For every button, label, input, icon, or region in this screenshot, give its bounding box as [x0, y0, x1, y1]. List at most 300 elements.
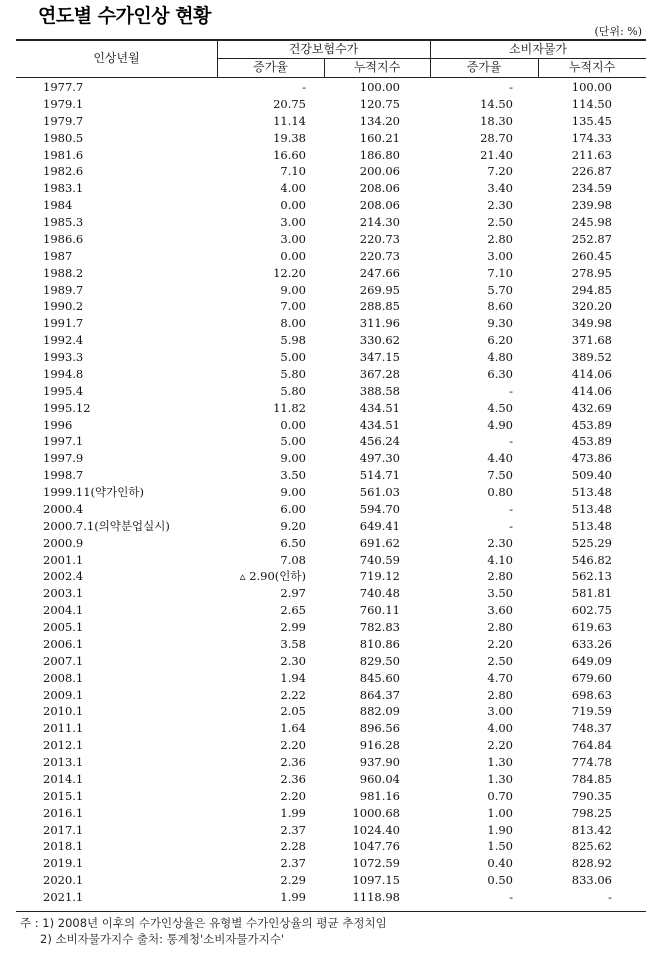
cell-period: 1982.6 — [43, 164, 84, 179]
cell-health-rate: 2.36 — [280, 771, 306, 786]
cell-health-rate: 0.00 — [280, 248, 306, 263]
cell-health-index: 186.80 — [359, 147, 400, 162]
cell-health-rate: 0.00 — [280, 198, 306, 213]
cell-period: 2017.1 — [43, 822, 84, 837]
cell-health-index: 208.06 — [359, 181, 400, 196]
cell-health-rate: 6.00 — [280, 501, 306, 516]
cell-health-index: 981.16 — [359, 788, 400, 803]
cell-health-index: 1024.40 — [352, 822, 400, 837]
table-row — [16, 838, 646, 855]
cell-period: 2004.1 — [43, 603, 84, 618]
cell-health-index: 100.00 — [359, 80, 400, 94]
cell-health-rate: 2.28 — [280, 839, 306, 854]
cell-period: 2018.1 — [43, 839, 84, 854]
cell-period: 1991.7 — [43, 316, 84, 331]
cell-health-rate: 1.99 — [280, 890, 306, 904]
cell-cpi-rate: 4.50 — [487, 400, 513, 415]
cell-cpi-index: 473.86 — [571, 451, 612, 466]
cell-health-rate: 2.05 — [280, 704, 306, 719]
cell-health-index: 829.50 — [359, 653, 400, 668]
cell-period: 1997.1 — [43, 434, 84, 449]
cell-health-rate: ▵ 2.90(인하) — [239, 569, 306, 584]
cell-cpi-rate: 4.00 — [487, 721, 513, 736]
cell-cpi-rate: 3.50 — [487, 586, 513, 601]
cell-health-rate: 2.36 — [280, 755, 306, 769]
cell-cpi-index: 226.87 — [571, 164, 612, 179]
cell-period: 2008.1 — [43, 670, 84, 685]
table-row — [16, 855, 646, 872]
cell-period: 1995.12 — [43, 400, 91, 415]
footnotes — [20, 915, 387, 947]
cell-health-index: 916.28 — [359, 738, 400, 753]
cell-health-index: 269.95 — [359, 282, 400, 297]
cell-cpi-index: 211.63 — [571, 147, 612, 162]
cell-cpi-index: 278.95 — [571, 265, 612, 280]
cell-cpi-index: 633.26 — [571, 636, 612, 651]
cell-health-index: 120.75 — [359, 96, 400, 111]
cell-health-index: 220.73 — [359, 248, 400, 263]
cell-cpi-rate: 2.50 — [487, 215, 513, 229]
cell-cpi-index: 813.42 — [571, 822, 612, 837]
cell-cpi-rate: 0.40 — [487, 856, 513, 871]
cell-cpi-rate: 18.30 — [480, 113, 513, 128]
cell-period: 1986.6 — [43, 231, 84, 246]
cell-cpi-rate: 1.30 — [487, 771, 513, 786]
cell-cpi-rate: 2.80 — [487, 620, 513, 634]
cell-cpi-rate: 2.20 — [487, 636, 513, 651]
cell-health-rate: 6.50 — [280, 535, 306, 550]
cell-period: 1994.8 — [43, 366, 84, 381]
table-row — [16, 872, 646, 889]
cell-health-rate: 3.00 — [280, 215, 306, 229]
cell-cpi-index: 174.33 — [571, 130, 612, 145]
cell-period: 2007.1 — [43, 653, 84, 668]
cell-health-rate: 3.00 — [280, 231, 306, 246]
header-consumer-price: 소비자물가 — [509, 42, 567, 56]
cell-period: 2006.1 — [43, 636, 84, 651]
table-row — [16, 484, 646, 501]
cell-cpi-rate: 6.20 — [487, 333, 513, 348]
table-row — [16, 602, 646, 619]
table-row — [16, 197, 646, 214]
cell-cpi-rate: 3.00 — [487, 248, 513, 263]
table-row — [16, 636, 646, 653]
cell-cpi-rate: 1.00 — [487, 805, 513, 820]
cell-cpi-index: 114.50 — [571, 96, 612, 111]
cell-health-index: 367.28 — [359, 366, 400, 381]
cell-cpi-index: 602.75 — [571, 603, 612, 618]
cell-cpi-rate: 0.70 — [487, 788, 513, 803]
table-row — [16, 822, 646, 839]
table-row — [16, 349, 646, 366]
cell-health-rate: 5.98 — [280, 333, 306, 348]
cell-health-index: 134.20 — [359, 113, 400, 128]
cell-period: 2003.1 — [43, 586, 84, 601]
cell-health-rate: 9.00 — [280, 485, 306, 499]
cell-cpi-index: 774.78 — [571, 755, 612, 769]
cell-period: 2000.9 — [43, 535, 84, 550]
table-row — [16, 585, 646, 602]
cell-period: 2002.4 — [43, 569, 84, 584]
table-row — [16, 400, 646, 417]
cell-cpi-index: 790.35 — [571, 788, 612, 803]
cell-health-rate: 1.99 — [280, 805, 306, 820]
footnote-2: 2) 소비자물가지수 출처: 통계청'소비자물가지수' — [40, 932, 285, 946]
cell-cpi-index: 414.06 — [571, 383, 612, 398]
table-row — [16, 687, 646, 704]
cell-health-rate: 19.38 — [273, 130, 306, 145]
cell-period: 1983.1 — [43, 181, 84, 196]
cell-cpi-index: 825.62 — [571, 839, 612, 854]
cell-period: 1999.11(약가인하) — [43, 485, 144, 499]
cell-period: 1977.7 — [43, 80, 84, 94]
cell-health-rate: 16.60 — [273, 147, 306, 162]
cell-health-index: 288.85 — [359, 299, 400, 314]
table-row — [16, 754, 646, 771]
cell-cpi-index: 546.82 — [571, 552, 612, 567]
cell-cpi-rate: 8.60 — [487, 299, 513, 314]
cell-period: 2005.1 — [43, 620, 84, 634]
table-row — [16, 417, 646, 434]
table-row — [16, 332, 646, 349]
cell-health-rate: 2.29 — [280, 873, 306, 888]
cell-health-index: 247.66 — [359, 265, 400, 280]
cell-period: 1993.3 — [43, 350, 84, 364]
cell-period: 2012.1 — [43, 738, 84, 753]
cell-health-index: 1072.59 — [352, 856, 400, 871]
cell-cpi-rate: - — [509, 501, 513, 516]
cell-health-index: 347.15 — [359, 350, 400, 364]
cell-cpi-rate: 7.50 — [487, 468, 513, 483]
table-row — [16, 79, 646, 96]
cell-cpi-rate: 4.80 — [487, 350, 513, 364]
page-title: 연도별 수가인상 현황 — [38, 5, 211, 27]
cell-health-rate: 2.22 — [280, 687, 306, 702]
table-row — [16, 703, 646, 720]
header-period: 인상년월 — [93, 51, 140, 65]
unit-label: (단위: %) — [594, 25, 642, 38]
cell-period: 2019.1 — [43, 856, 84, 871]
cell-cpi-rate: 0.50 — [487, 873, 513, 888]
cell-period: 2000.7.1(의약분업실시) — [43, 518, 170, 533]
cell-cpi-rate: - — [509, 80, 513, 94]
cell-health-index: 864.37 — [359, 687, 400, 702]
table-row — [16, 771, 646, 788]
table-row — [16, 265, 646, 282]
cell-health-index: 200.06 — [359, 164, 400, 179]
cell-health-rate: 2.97 — [280, 586, 306, 601]
table-row — [16, 501, 646, 518]
header-health-index: 누적지수 — [353, 60, 401, 74]
cell-health-index: 434.51 — [359, 417, 400, 432]
table-row — [16, 383, 646, 400]
cell-cpi-rate: 4.40 — [487, 451, 513, 466]
cell-period: 2010.1 — [43, 704, 84, 719]
table-row — [16, 433, 646, 450]
cell-cpi-index: 833.06 — [571, 873, 612, 888]
cell-health-rate: 7.00 — [280, 299, 306, 314]
cell-cpi-index: 798.25 — [571, 805, 612, 820]
cell-cpi-index: 414.06 — [571, 366, 612, 381]
cell-period: 1988.2 — [43, 265, 84, 280]
cell-cpi-rate: 2.80 — [487, 569, 513, 584]
cell-cpi-index: 252.87 — [571, 231, 612, 246]
cell-period: 1979.7 — [43, 113, 84, 128]
cell-cpi-index: 581.81 — [571, 586, 612, 601]
table-row — [16, 282, 646, 299]
cell-cpi-rate: 2.30 — [487, 198, 513, 213]
table-row — [16, 450, 646, 467]
cell-health-rate: 7.10 — [280, 164, 306, 179]
cell-cpi-rate: 2.20 — [487, 738, 513, 753]
cell-cpi-index: 389.52 — [571, 350, 612, 364]
cell-health-index: 1047.76 — [352, 839, 400, 854]
table-row — [16, 619, 646, 636]
cell-health-rate: 11.14 — [273, 113, 306, 128]
cell-period: 2021.1 — [43, 890, 84, 904]
cell-period: 1997.9 — [43, 451, 84, 466]
cell-period: 1995.4 — [43, 383, 84, 398]
table-row — [16, 653, 646, 670]
cell-health-index: 740.48 — [359, 586, 400, 601]
cell-health-index: 456.24 — [359, 434, 400, 449]
cell-health-rate: 5.00 — [280, 434, 306, 449]
table-row — [16, 552, 646, 569]
cell-health-index: 561.03 — [359, 485, 400, 499]
cell-period: 1998.7 — [43, 468, 84, 483]
table-row — [16, 248, 646, 265]
cell-health-index: 497.30 — [359, 451, 400, 466]
cell-cpi-rate: 3.00 — [487, 704, 513, 719]
cell-cpi-rate: 28.70 — [480, 130, 513, 145]
cell-health-rate: 0.00 — [280, 417, 306, 432]
cell-cpi-rate: 2.80 — [487, 231, 513, 246]
cell-period: 1985.3 — [43, 215, 84, 229]
cell-health-rate: 9.00 — [280, 451, 306, 466]
table-header — [16, 39, 646, 78]
table-row — [16, 670, 646, 687]
cell-health-rate: 1.94 — [280, 670, 306, 685]
cell-cpi-rate: 3.60 — [487, 603, 513, 618]
cell-health-rate: 5.80 — [280, 383, 306, 398]
cell-period: 1981.6 — [43, 147, 84, 162]
cell-cpi-rate: 7.10 — [487, 265, 513, 280]
cell-health-rate: 3.58 — [280, 636, 306, 651]
cell-health-index: 882.09 — [359, 704, 400, 719]
table-row — [16, 889, 646, 906]
cell-cpi-rate: 4.70 — [487, 670, 513, 685]
cell-cpi-index: 135.45 — [571, 113, 612, 128]
cell-cpi-rate: 9.30 — [487, 316, 513, 331]
footnote-1: 주 : 1) 2008년 이후의 수가인상율은 유형별 수가인상율의 평균 추정치임 — [20, 916, 387, 930]
cell-cpi-rate: 0.80 — [487, 485, 513, 499]
cell-cpi-rate: - — [509, 890, 513, 904]
cell-health-rate: 7.08 — [280, 552, 306, 567]
cell-health-index: 845.60 — [359, 670, 400, 685]
cell-period: 1990.2 — [43, 299, 84, 314]
cell-health-rate: 12.20 — [273, 265, 306, 280]
cell-cpi-index: 349.98 — [571, 316, 612, 331]
cell-period: 2000.4 — [43, 501, 84, 516]
cell-health-rate: 2.20 — [280, 788, 306, 803]
cell-period: 2020.1 — [43, 873, 84, 888]
table-row — [16, 130, 646, 147]
cell-cpi-index: 719.59 — [571, 704, 612, 719]
cell-cpi-index: 513.48 — [571, 485, 612, 499]
cell-cpi-index: 619.63 — [571, 620, 612, 634]
table-row — [16, 180, 646, 197]
cell-period: 2016.1 — [43, 805, 84, 820]
cell-health-index: 740.59 — [359, 552, 400, 567]
cell-health-rate: 9.20 — [280, 518, 306, 533]
cell-health-rate: 1.64 — [280, 721, 306, 736]
cell-health-index: 214.30 — [359, 215, 400, 229]
cell-health-rate: 2.30 — [280, 653, 306, 668]
cell-cpi-index: 784.85 — [571, 771, 612, 786]
cell-cpi-rate: - — [509, 383, 513, 398]
cell-health-index: 514.71 — [359, 468, 400, 483]
cell-cpi-rate: 6.30 — [487, 366, 513, 381]
cell-health-index: 594.70 — [359, 501, 400, 516]
cell-health-rate: 2.37 — [280, 856, 306, 871]
cell-health-index: 810.86 — [359, 636, 400, 651]
table-bottom-border — [16, 911, 646, 912]
cell-period: 1992.4 — [43, 333, 84, 348]
header-cpi-index: 누적지수 — [568, 60, 616, 74]
cell-cpi-rate: 7.20 — [487, 164, 513, 179]
cell-health-rate: 20.75 — [273, 96, 306, 111]
cell-cpi-index: 828.92 — [571, 856, 612, 871]
cell-cpi-index: 748.37 — [571, 721, 612, 736]
cell-cpi-index: 432.69 — [571, 400, 612, 415]
cell-cpi-index: 260.45 — [571, 248, 612, 263]
cell-health-index: 719.12 — [359, 569, 400, 584]
cell-period: 1996 — [43, 417, 73, 432]
cell-health-index: 330.62 — [359, 333, 400, 348]
cell-health-index: 220.73 — [359, 231, 400, 246]
cell-health-index: 782.83 — [359, 620, 400, 634]
cell-cpi-index: 245.98 — [571, 215, 612, 229]
cell-period: 1980.5 — [43, 130, 84, 145]
cell-cpi-index: 294.85 — [571, 282, 612, 297]
table-row — [16, 214, 646, 231]
table-row — [16, 96, 646, 113]
cell-cpi-index: 679.60 — [571, 670, 612, 685]
cell-health-rate: 2.99 — [280, 620, 306, 634]
cell-cpi-index: 525.29 — [571, 535, 612, 550]
cell-cpi-rate: 2.30 — [487, 535, 513, 550]
cell-health-index: 691.62 — [359, 535, 400, 550]
cell-health-rate: 5.80 — [280, 366, 306, 381]
cell-cpi-rate: 1.50 — [487, 839, 513, 854]
cell-cpi-index: 100.00 — [571, 80, 612, 94]
cell-health-rate: 2.37 — [280, 822, 306, 837]
cell-health-index: 388.58 — [359, 383, 400, 398]
cell-period: 2009.1 — [43, 687, 84, 702]
cell-cpi-rate: 4.10 — [487, 552, 513, 567]
cell-health-rate: 3.50 — [280, 468, 306, 483]
cell-cpi-index: 453.89 — [571, 417, 612, 432]
cell-health-rate: 11.82 — [273, 400, 306, 415]
table-row — [16, 737, 646, 754]
cell-cpi-rate: 5.70 — [487, 282, 513, 297]
cell-cpi-index: 698.63 — [571, 687, 612, 702]
cell-health-index: 311.96 — [359, 316, 400, 331]
table-row — [16, 315, 646, 332]
cell-period: 2011.1 — [43, 721, 84, 736]
cell-cpi-rate: 14.50 — [480, 96, 513, 111]
header-cpi-rate: 증가율 — [466, 60, 502, 74]
cell-cpi-index: 239.98 — [571, 198, 612, 213]
cell-health-index: 1097.15 — [352, 873, 400, 888]
cell-health-index: 160.21 — [359, 130, 400, 145]
cell-cpi-rate: 2.50 — [487, 653, 513, 668]
cell-health-rate: - — [302, 80, 306, 94]
cell-cpi-index: 764.84 — [571, 738, 612, 753]
cell-cpi-rate: 1.30 — [487, 755, 513, 769]
cell-period: 2013.1 — [43, 755, 84, 769]
cell-period: 2015.1 — [43, 788, 84, 803]
header-health-rate: 증가율 — [253, 60, 288, 74]
cell-health-index: 208.06 — [359, 198, 400, 213]
table-row — [16, 788, 646, 805]
cell-cpi-rate: 3.40 — [487, 181, 513, 196]
cell-health-index: 937.90 — [359, 755, 400, 769]
cell-period: 1979.1 — [43, 96, 84, 111]
cell-health-rate: 4.00 — [280, 181, 306, 196]
table-row — [16, 720, 646, 737]
cell-cpi-rate: 2.80 — [487, 687, 513, 702]
cell-health-index: 760.11 — [359, 603, 400, 618]
cell-cpi-rate: 21.40 — [480, 147, 513, 162]
cell-health-rate: 8.00 — [280, 316, 306, 331]
cell-health-rate: 5.00 — [280, 350, 306, 364]
cell-cpi-index: 562.13 — [571, 569, 612, 584]
cell-cpi-index: 513.48 — [571, 501, 612, 516]
cell-cpi-rate: - — [509, 434, 513, 449]
cell-health-rate: 9.00 — [280, 282, 306, 297]
table-row — [16, 467, 646, 484]
cell-period: 2001.1 — [43, 552, 84, 567]
cell-health-index: 896.56 — [359, 721, 400, 736]
table-row — [16, 535, 646, 552]
table-row — [16, 231, 646, 248]
cell-cpi-index: 320.20 — [571, 299, 612, 314]
header-health-insurance: 건강보험수가 — [288, 42, 359, 56]
cell-cpi-rate: 1.90 — [487, 822, 513, 837]
cell-cpi-rate: - — [509, 518, 513, 533]
cell-period: 1984 — [43, 198, 73, 213]
table-row — [16, 805, 646, 822]
cell-cpi-index: 513.48 — [571, 518, 612, 533]
cell-cpi-index: 649.09 — [571, 653, 612, 668]
cell-period: 1987 — [43, 248, 73, 263]
table-row — [16, 147, 646, 164]
cell-health-index: 960.04 — [359, 771, 400, 786]
table-row — [16, 163, 646, 180]
cell-cpi-index: 509.40 — [571, 468, 612, 483]
cell-cpi-index: - — [608, 890, 612, 904]
cell-health-index: 434.51 — [359, 400, 400, 415]
table-row — [16, 298, 646, 315]
cell-cpi-rate: 4.90 — [487, 417, 513, 432]
cell-health-index: 1118.98 — [352, 890, 400, 904]
cell-health-rate: 2.20 — [280, 738, 306, 753]
table-body — [16, 79, 646, 906]
cell-health-index: 1000.68 — [352, 805, 400, 820]
cell-cpi-index: 371.68 — [571, 333, 612, 348]
table-row — [16, 113, 646, 130]
